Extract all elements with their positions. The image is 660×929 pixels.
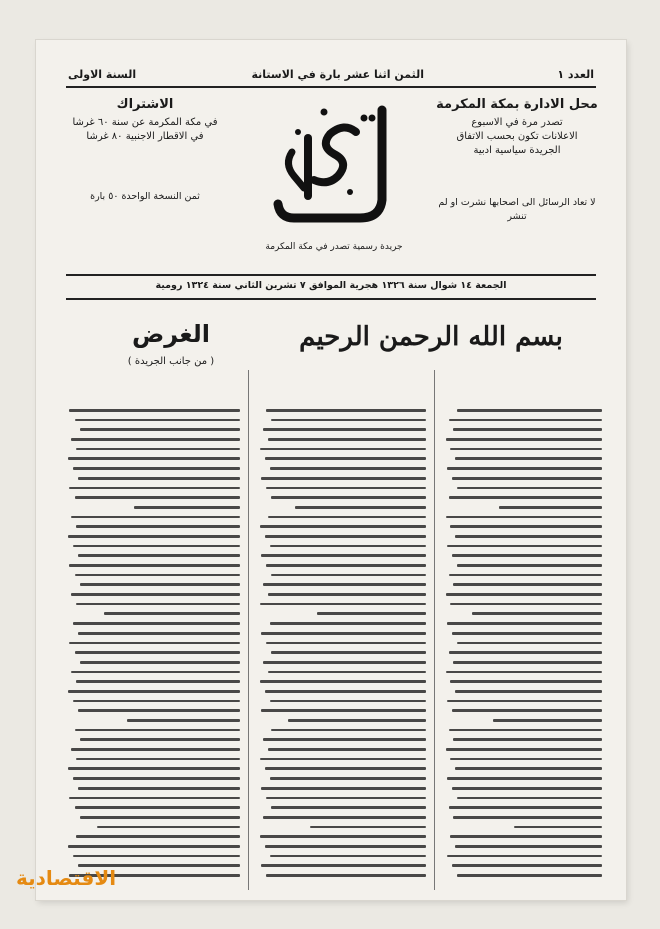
text-line [76,525,240,528]
text-line [317,612,426,615]
text-line [453,428,602,431]
text-line [260,758,426,761]
text-line [75,574,240,577]
text-line [270,622,426,625]
text-line [78,554,240,557]
text-line [263,583,426,586]
text-line [80,428,240,431]
text-line [68,690,240,693]
text-column-right [444,402,602,884]
text-line [266,642,426,645]
admin-footer: لا تعاد الرسائل الى اصحابها نشرت او لم تنشر [438,197,596,222]
text-line [68,845,240,848]
text-line [453,583,602,586]
text-line [80,583,240,586]
text-line [263,816,426,819]
text-line [446,516,602,519]
text-line [453,816,602,819]
top-info-line [68,68,594,84]
subscription-info-block [60,98,230,204]
column-divider [434,370,435,890]
text-line [446,593,602,596]
text-line [76,758,240,761]
text-line [271,496,426,499]
text-line [268,516,426,519]
text-line [263,738,426,741]
text-line [268,593,426,596]
article-title-purpose: الغرض [132,320,210,348]
header-rule-bottom [66,298,596,300]
text-line [288,719,426,722]
text-line [457,874,602,877]
text-line [270,467,426,470]
text-line [457,487,602,490]
text-line [457,797,602,800]
text-line [270,700,426,703]
text-line [455,690,602,693]
text-line [261,554,426,557]
publisher-watermark: الاقتصادية [16,866,117,890]
text-line [452,864,602,867]
subscription-footer: ثمن النسخة الواحدة ٥٠ بارة [90,191,200,202]
text-line [446,671,602,674]
header-rule-top [66,86,596,88]
text-line [75,651,240,654]
newspaper-page [36,40,626,900]
text-line [271,806,426,809]
text-line [73,777,240,780]
text-line [270,855,426,858]
text-line [452,632,602,635]
text-line [449,729,602,732]
text-line [69,409,240,412]
text-line [452,787,602,790]
text-line [80,738,240,741]
text-line [78,632,240,635]
text-line [266,487,426,490]
text-line [450,525,602,528]
text-line [310,826,426,829]
text-line [449,651,602,654]
text-line [134,506,240,509]
text-line [268,748,426,751]
text-line [71,671,240,674]
volume-year: السنة الاولى [68,68,137,81]
text-line [260,448,426,451]
text-line [450,758,602,761]
text-line [449,419,602,422]
text-line [271,574,426,577]
text-line [80,816,240,819]
text-line [455,845,602,848]
text-line [75,496,240,499]
text-line [266,564,426,567]
text-line [270,545,426,548]
text-line [104,612,240,615]
text-line [453,661,602,664]
text-line [261,787,426,790]
text-line [447,545,602,548]
text-line [265,767,426,770]
masthead-subtitle: جريدة رسمية تصدر في مكة المكرمة [265,242,403,252]
text-line [68,767,240,770]
text-line [75,729,240,732]
text-line [261,864,426,867]
text-line [268,671,426,674]
text-line [73,545,240,548]
article-subtitle: ( من جانب الجريدة ) [127,356,215,367]
subscription-line: في مكة المكرمة عن سنة ٦٠ غرشا [72,117,218,128]
text-line [266,409,426,412]
text-line [78,709,240,712]
text-line [80,661,240,664]
text-column-left [66,402,240,884]
admin-line: الجريدة سياسية ادبية [473,145,561,156]
text-line [260,603,426,606]
price-note: الثمن اثنا عشر بارة في الاستانة [251,68,424,81]
text-line [449,496,602,499]
text-line [261,632,426,635]
text-line [69,487,240,490]
text-line [71,748,240,751]
text-line [265,535,426,538]
subscription-heading: الاشتراك [116,97,174,112]
text-line [261,709,426,712]
text-line [455,767,602,770]
text-line [447,855,602,858]
text-line [127,719,240,722]
text-line [446,438,602,441]
subscription-line: في الاقطار الاجنبية ٨٠ غرشا [86,131,204,142]
text-line [265,690,426,693]
text-line [266,874,426,877]
text-column-middle [258,402,426,884]
text-line [446,748,602,751]
text-line [447,622,602,625]
text-line [73,855,240,858]
text-line [265,457,426,460]
text-line [76,835,240,838]
text-line [493,719,602,722]
text-line [449,806,602,809]
issue-number: العدد ١ [557,68,594,81]
text-line [457,409,602,412]
text-line [73,622,240,625]
text-line [447,777,602,780]
text-line [450,603,602,606]
header-rule-middle [66,274,596,276]
text-line [71,516,240,519]
text-line [260,835,426,838]
text-line [78,787,240,790]
text-line [452,477,602,480]
admin-info-block [432,98,602,224]
text-line [450,835,602,838]
text-line [263,428,426,431]
text-line [78,477,240,480]
text-line [260,680,426,683]
text-line [271,419,426,422]
admin-line: الاعلانات تكون بحسب الاتفاق [456,131,578,142]
text-line [447,467,602,470]
text-line [452,709,602,712]
text-line [452,554,602,557]
text-line [447,700,602,703]
text-line [271,651,426,654]
text-line [268,438,426,441]
text-line [266,797,426,800]
admin-line: تصدر مرة في الاسبوع [471,117,563,128]
text-line [450,680,602,683]
text-line [73,700,240,703]
text-line [450,448,602,451]
text-line [71,593,240,596]
masthead-logo [264,92,404,242]
text-line [457,564,602,567]
text-line [449,574,602,577]
text-line [260,525,426,528]
text-line [295,506,426,509]
text-line [457,642,602,645]
text-line [499,506,602,509]
text-line [263,661,426,664]
text-line [455,457,602,460]
text-line [75,419,240,422]
text-line [97,826,240,829]
text-line [76,680,240,683]
admin-heading: محل الادارة بمكة المكرمة [436,97,598,112]
text-line [71,438,240,441]
text-line [68,457,240,460]
text-line [69,642,240,645]
text-line [453,738,602,741]
text-line [271,729,426,732]
text-line [75,806,240,809]
text-line [69,797,240,800]
text-line [455,535,602,538]
text-line [472,612,602,615]
text-line [514,826,602,829]
text-line [270,777,426,780]
text-line [76,603,240,606]
text-line [73,467,240,470]
date-line: الجمعة ١٤ شوال سنة ١٣٢٦ هجرية الموافق ٧ تشرين الثاني سنة ١٣٢٤ رومية [155,280,507,291]
text-line [76,448,240,451]
text-line [69,564,240,567]
text-line [265,845,426,848]
text-line [261,477,426,480]
text-line [68,535,240,538]
basmala-title: بسم الله الرحمن الرحيم [299,322,563,352]
column-divider [248,370,249,890]
